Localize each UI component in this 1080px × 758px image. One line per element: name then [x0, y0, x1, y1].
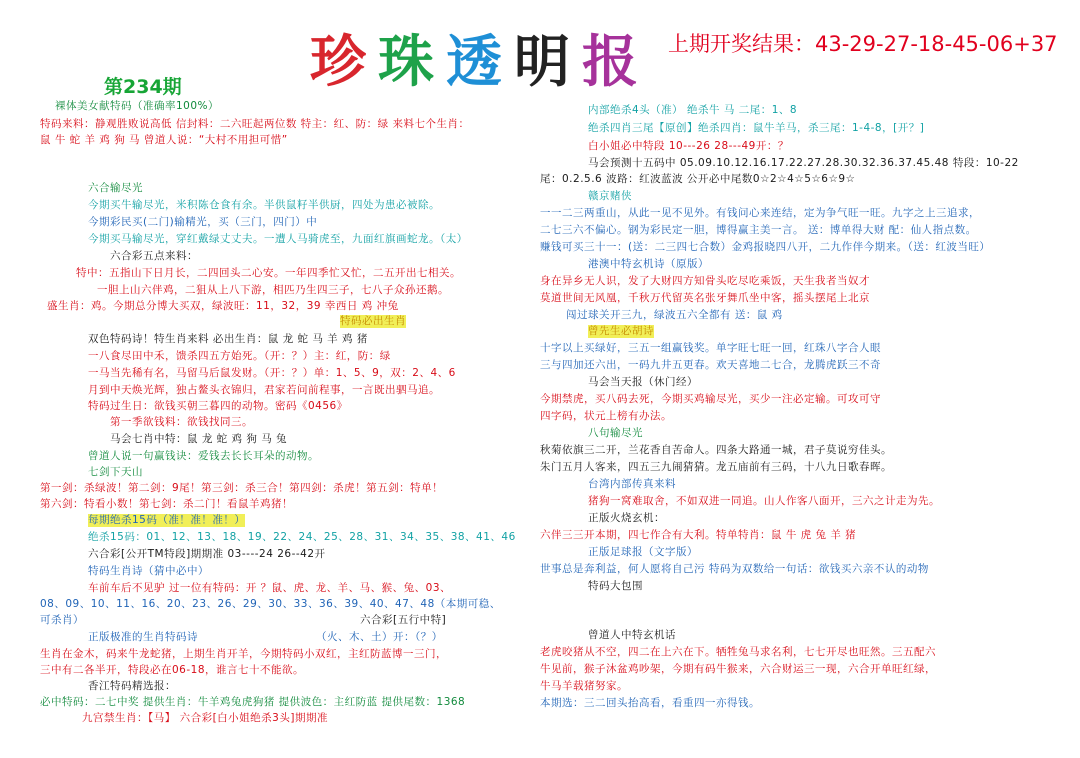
text-line: 今期买牛输尽光，米积陈仓食有余。半供鼠籽半供厨，四处为患必被除。 — [88, 199, 440, 211]
masthead-char: 明 — [514, 29, 570, 95]
text-line: 今期彩民买(二门)输精光，买（三门，四门）中 — [88, 216, 318, 228]
text-line: 老虎咬猪从不空，四二在上六在下。牺牲兔马求名利，七七开尽也旺然。三五配六 — [540, 646, 936, 658]
text-line: 三与四加还六出，一码九井五更春。欢天喜地二七合，龙腾虎跃三不奇 — [540, 359, 881, 371]
text-line: 四字码，状元上榜有办法。 — [540, 410, 672, 422]
text-line: 车前车后不见驴 过一位有特码：开 ？鼠、虎、龙、羊、马、猴、兔、03、 — [88, 582, 452, 594]
text-line: 第一剑：杀绿波！第二剑：9尾！第三剑：杀三合！第四剑：杀虎！第五剑：特单！ — [40, 482, 444, 494]
text-line: 月到中天焕光辉，独占鳌头衣锦归，君家若问前程事，一言既出驷马追。 — [88, 384, 440, 396]
text-line: 特码来料：静观胜败说高低 信封料：二六旺起两位数 特主：红、防：绿 来料七个生肖： — [40, 118, 470, 130]
text-line: 香江特码精选报： — [88, 680, 176, 692]
text-line: 港澳中特玄机诗（原版） — [588, 258, 709, 270]
text-line: 九宫禁生肖：【马】 六合彩[白小姐绝杀3头]期期准 — [82, 712, 328, 724]
text-line: 今期禁虎，买八码去死，今期买鸡输尽光，买少一注必定输。可攻可守 — [540, 393, 881, 405]
text-line: 生肖在金木，码来牛龙蛇猪，上期生肖开羊，今期特码小双红，主红防蓝博一三门， — [40, 648, 447, 660]
text-line: 曾道人说一句赢钱诀：爱钱去长长耳朵的动物。 — [88, 450, 319, 462]
text-line: 白小姐必中特段 10---26 28---49开：？ — [588, 140, 789, 152]
text-line: 六合彩[五行中特] — [360, 614, 447, 626]
text-line: 十字以上买绿好，三五一组赢钱奖。单字旺七旺一回，红珠八字合人眼 — [540, 342, 881, 354]
text-line: 绝杀15码：01、12、13、18、19、22、24、25、28、31、34、35、38、41、46 — [88, 531, 516, 543]
text-line: 一八食尽田中禾，馈杀四五方始死。（开：？）主：红，防：绿 — [88, 350, 391, 362]
text-line: 牛见前，猴子沐盆鸡吵架，今期有码牛猴来，六合财运三一现，六合开单旺红绿， — [540, 663, 936, 675]
masthead-char: 透 — [446, 29, 502, 95]
text-line: 二七三六不偏心。钢为彩民定一胆，博得赢主美一言。 送：博单得大财 配：仙人指点数。 — [540, 224, 977, 236]
text-line: 正版火烧玄机： — [588, 512, 665, 524]
text-line: 特码过生日：欲钱买朝三暮四的动物。密码《0456》 — [88, 400, 348, 412]
text-line: 本期选：三二回头抬高看，看重四一亦得钱。 — [540, 697, 760, 709]
text-line: 第一季欲钱料：欲钱找同三。 — [110, 416, 253, 428]
text-line: 八句输尽光 — [588, 427, 643, 439]
text-line: 必中特码：二七中奖 提供生肖：牛羊鸡兔虎狗猪 提供波色：主红防蓝 提供尾数：1368 — [40, 696, 466, 708]
text-line: 世事总是奔利益，何人愿将自己污 特码为双数给一句话：欲钱买六亲不认的动物 — [540, 563, 929, 575]
last-draw-result: 上期开奖结果：43-29-27-18-45-06+37 — [668, 32, 1058, 56]
text-line: 绝杀四肖三尾【原创】绝杀四肖：鼠牛羊马，杀三尾：1-4-8，[开？] — [588, 122, 925, 134]
text-line: 正版足球报（文字版） — [588, 546, 698, 558]
text-line: 猪狗一窝难取舍，不如双进一同追。山人作客八面开，三六之计走为先。 — [588, 495, 940, 507]
text-line: 莫道世间无风凰，千秋万代留英名张牙舞爪坐中客，摇头摆尾上北京 — [540, 292, 870, 304]
text-line: 闯过球关开三九，绿波五六全都有 送：鼠 鸡 — [566, 309, 783, 321]
text-line: 赣京赌侠 — [588, 190, 632, 202]
text-line: 马会七肖中特：鼠 龙 蛇 鸡 狗 马 兔 — [110, 433, 288, 445]
text-line: 特码大包围 — [588, 580, 643, 592]
text-line: 身在异乡无人识，发了大财四方知骨头吃尽吃乘饭，天生我者当奴才 — [540, 275, 870, 287]
text-line: 六伴三三开本期，四七作合有大利。特单特肖：鼠 牛 虎 兔 羊 猪 — [540, 529, 857, 541]
text-line: 一一二三两重山，从此一见不见外。有钱问心来连结，定为争气旺一旺。九字之上三追求， — [540, 207, 980, 219]
text-line: 尾：0.2.5.6 波路：红波蓝波 公开必中尾数0☆2☆4☆5☆6☆9☆ — [540, 173, 856, 185]
text-line: 正版极准的生肖特码诗 — [88, 631, 198, 643]
text-line: 特码生肖诗（猜中必中） — [88, 565, 209, 577]
issue-number: 第234期 — [104, 76, 182, 98]
text-line: 赚钱可买三十一：(送：二三四七合数）金鸡报晓四八开，二九作伴今期来。（送：红波当旺） — [540, 241, 991, 253]
text-line: 六合彩五点来料： — [110, 250, 198, 262]
text-line: 鼠 牛 蛇 羊 鸡 狗 马 曾道人说：“大村不用担可惜” — [40, 134, 288, 146]
text-line: 特码必出生肖 — [340, 315, 406, 327]
text-line: 可杀肖） — [40, 614, 84, 626]
text-line: 双色特码诗！特生肖来料 必出生肖：鼠 龙 蛇 马 羊 鸡 猪 — [88, 333, 368, 345]
text-line: 第六剑：特看小数！第七剑：杀二门！看鼠羊鸡猪！ — [40, 498, 293, 510]
masthead-char: 珠 — [378, 29, 434, 95]
text-line: 曾道人中特玄机话 — [588, 629, 676, 641]
text-line: 裸体美女献特码（准确率100%） — [55, 100, 220, 112]
text-line: 六合彩[公开TM特段]期期准 03----24 26--42开 — [88, 548, 326, 560]
text-line: 特中：五指山下日月长，二四回头二心安。一年四季忙又忙，二五开出七相关。 — [76, 267, 461, 279]
text-line: 马会当天报（休门经） — [588, 376, 698, 388]
text-line: 08、09、10、11、16、20、23、26、29、30、33、36、39、40、47、48（本期可稳、 — [40, 598, 501, 610]
text-line: 七剑下天山 — [88, 466, 143, 478]
text-line: 今期买马输尽光，穿红戴绿丈丈夫。一遭人马骑虎至，九面红旗画蛇龙。（太） — [88, 233, 468, 245]
text-line: 秋菊依旗三二开，兰花香自苦命人。四条大路通一城，君子莫说穷佳头。 — [540, 444, 892, 456]
text-line: 六合输尽光 — [88, 182, 143, 194]
text-line: （火、木、土）开：（？） — [316, 631, 443, 643]
text-line: 牛马羊载猪努家。 — [540, 680, 628, 692]
masthead-char: 珍 — [310, 29, 366, 95]
masthead-char: 报 — [582, 29, 638, 95]
text-line: 盛生肖：鸡。今期总分博大买双，绿波旺：11，32，39 幸西日 鸡 冲兔 — [47, 300, 399, 312]
text-line: 内部绝杀4头（准） 绝杀牛 马 二尾：1、8 — [588, 104, 798, 116]
text-line: 朱门五月人客来，四五三九闹猜猜。龙五庙前有三码，十八九日歌春晖。 — [540, 461, 892, 473]
masthead-title — [310, 18, 650, 95]
text-line: 一胆上山六伴鸡，二狙从上八下游，相匹乃生四三子，七八子众孙还鹅。 — [97, 284, 449, 296]
text-line: 马会预测十五码中 05.09.10.12.16.17.22.27.28.30.32.36.37.45.48 特段：10-22 — [588, 157, 1019, 169]
text-line: 三中有二各半开，特段必在06-18，谁言七十不能欲。 — [40, 664, 305, 676]
text-line: 曾先生必胡诗 — [588, 325, 654, 337]
text-line: 每期绝杀15码（准！准！准！） — [88, 514, 246, 526]
text-line: 台湾内部传真来料 — [588, 478, 676, 490]
text-line: 一马当先稀有名，马留马后鼠发财。（开：？）单：1、5、9，双：2、4、6 — [88, 367, 456, 379]
